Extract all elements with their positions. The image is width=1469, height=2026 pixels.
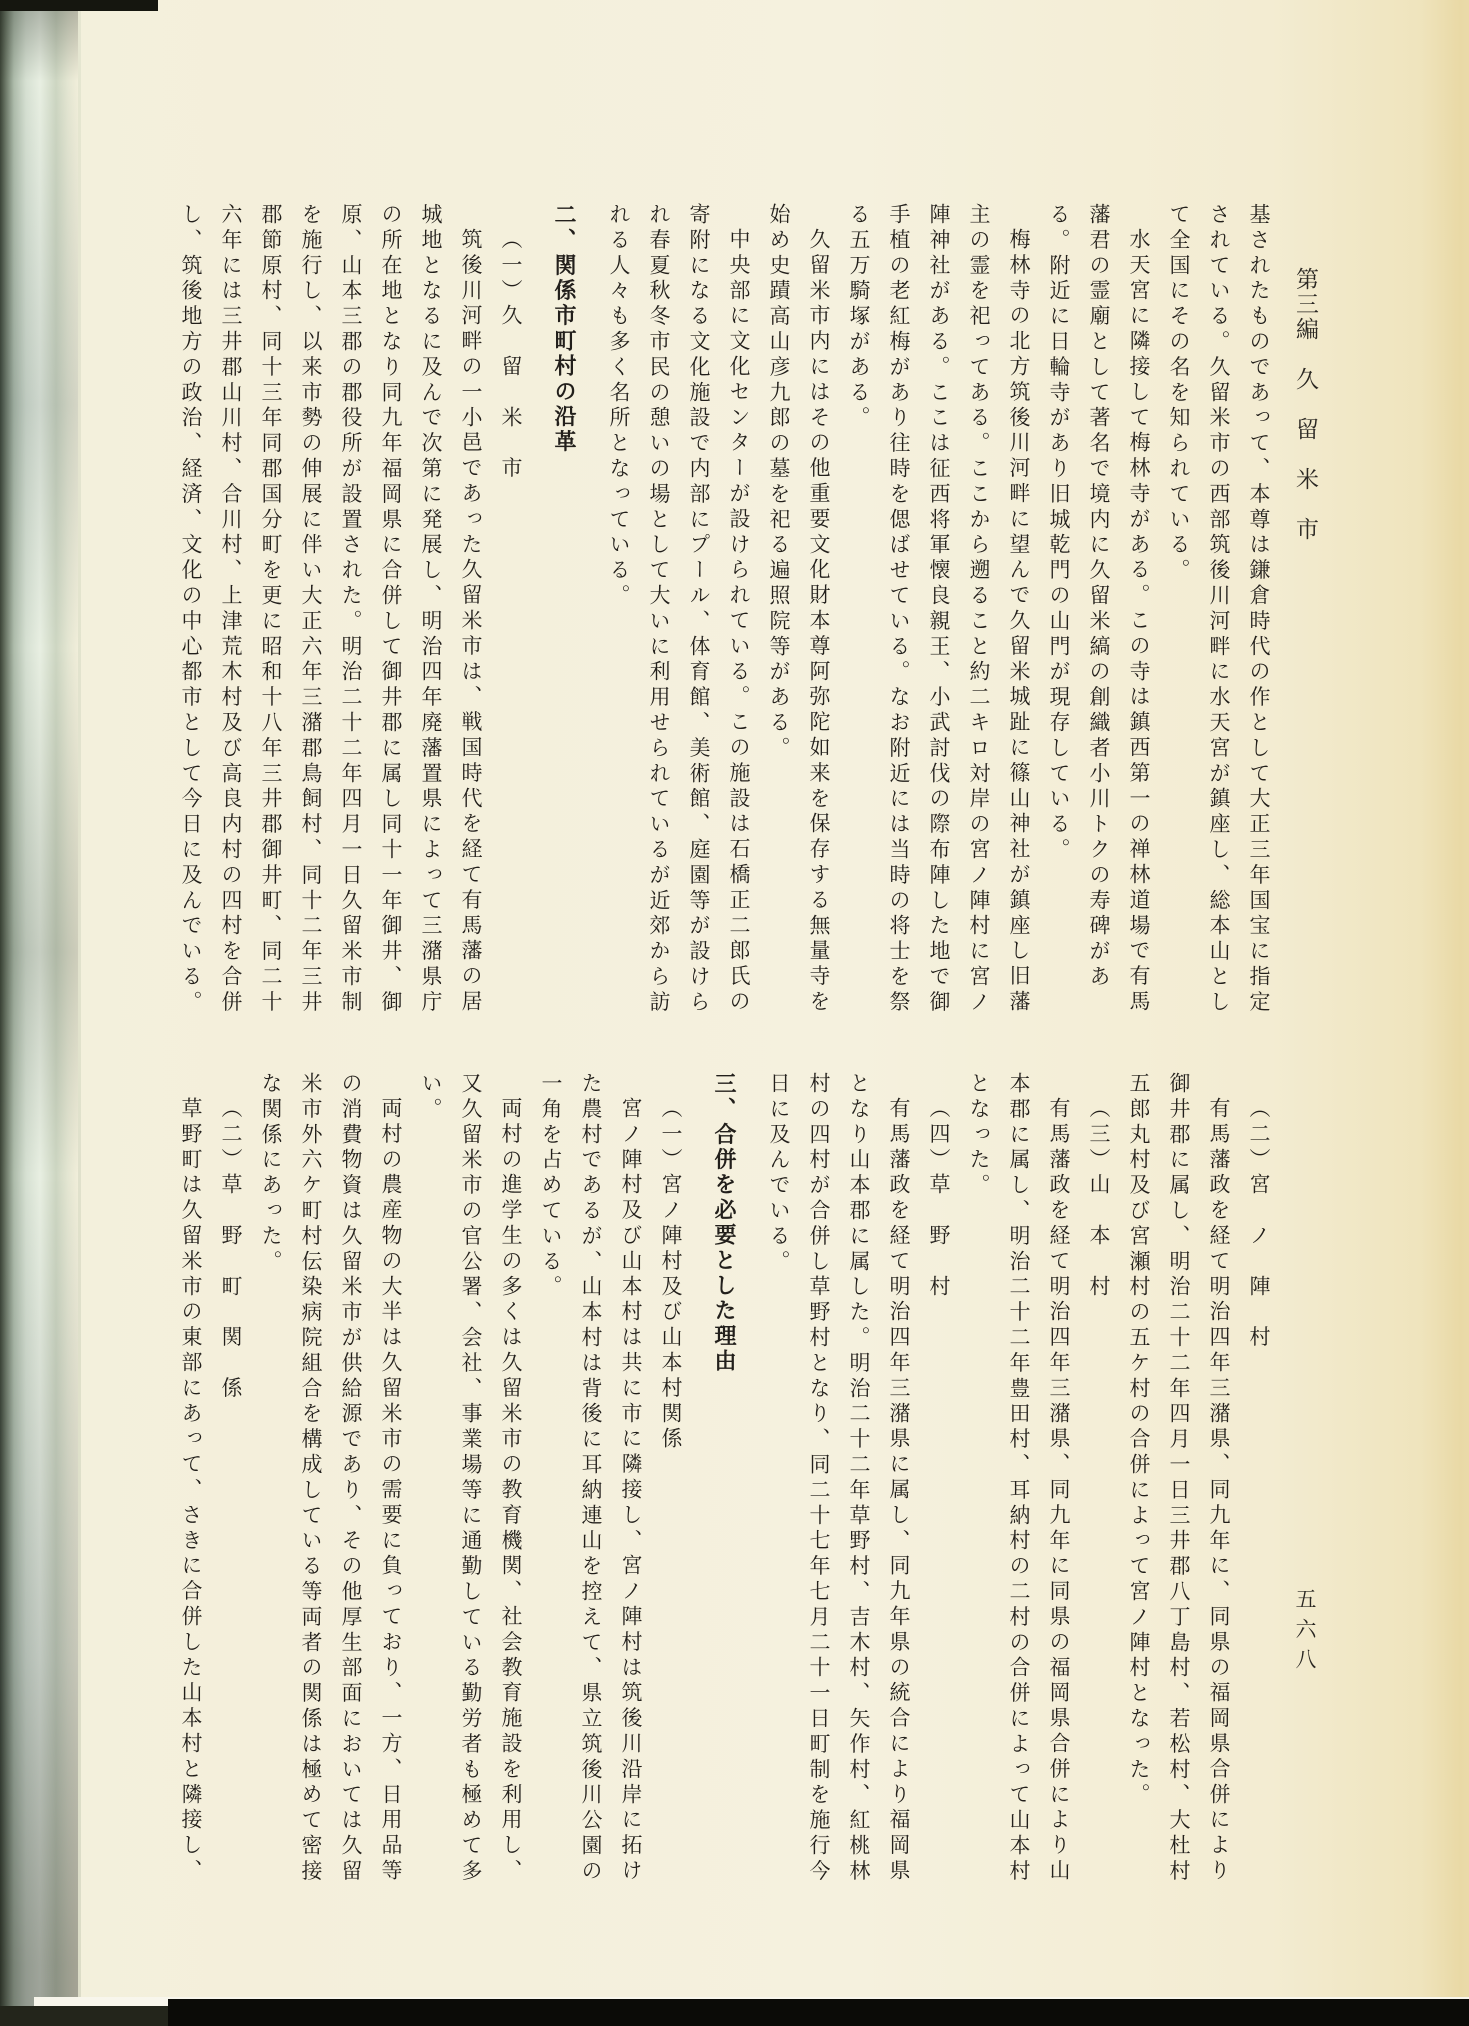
- text-column: 始め史蹟高山彦九郎の墓を祀る遍照院等がある。: [767, 203, 791, 762]
- scan-edge-bottom-left: [0, 2006, 168, 2026]
- text-column: 宮ノ陣村及び山本村は共に市に隣接し、宮ノ陣村は筑後川沿岸に拓け: [619, 1097, 643, 1885]
- text-column: 原、山本三郡の郡役所が設置された。明治二十二年四月一日久留米市制: [339, 203, 363, 1016]
- text-column: 寄附になる文化施設で内部にプール、体育館、美術館、庭園等が設けら: [687, 203, 711, 1016]
- text-column: 一角を占めている。: [539, 1072, 563, 1301]
- text-column: （一）宮ノ陣村及び山本村関係: [659, 1097, 683, 1453]
- text-column: る五万騎塚がある。: [847, 203, 871, 432]
- text-column: 五郎丸村及び宮瀬村の五ケ村の合併によって宮ノ陣村となった。: [1127, 1072, 1151, 1809]
- text-column: の所在地となり同九年福岡県に合併して御井郡に属し同十一年御井、御: [379, 203, 403, 1016]
- text-column: 郡節原村、同十三年同郡国分町を更に昭和十八年三井郡御井町、同二十: [259, 203, 283, 1016]
- text-column: 日に及んでいる。: [767, 1072, 791, 1276]
- text-column: 草野町は久留米市の東部にあって、さきに合併した山本村と隣接し、: [179, 1097, 203, 1885]
- text-column: し、筑後地方の政治、経済、文化の中心都市として今日に及んでいる。: [179, 203, 203, 1016]
- text-column: れる人々も多く名所となっている。: [607, 203, 631, 610]
- text-column: 有馬藩政を経て明治四年三潴県、同九年に同県の福岡県合併により山: [1047, 1097, 1071, 1885]
- text-column: 主の霊を祀ってある。ここから遡ること約二キロ対岸の宮ノ陣村に宮ノ: [967, 203, 991, 1016]
- text-column: 梅林寺の北方筑後川河畔に望んで久留米城趾に篠山神社が鎮座し旧藩: [1007, 228, 1031, 1016]
- text-column: （三）山 本 村: [1087, 1097, 1111, 1301]
- text-column: 本郡に属し、明治二十二年豊田村、耳納村の二村の合併によって山本村: [1007, 1072, 1031, 1885]
- text-column: 二、関係市町村の沿革: [552, 203, 577, 455]
- text-column: 村の四村が合併し草野村となり、同二十七年七月二十一日町制を施行今: [807, 1072, 831, 1885]
- text-column: されている。久留米市の西部筑後川河畔に水天宮が鎮座し、総本山とし: [1207, 203, 1231, 1016]
- binding-gutter-shadow: [0, 0, 78, 2026]
- text-column: 城地となるに及んで次第に発展し、明治四年廃藩置県によって三潴県庁: [419, 203, 443, 1016]
- text-column: （二）草 野 町 関 係: [219, 1097, 243, 1402]
- text-column: となり山本郡に属した。明治二十二年草野村、吉木村、矢作村、紅桃林: [847, 1072, 871, 1885]
- text-column: 有馬藩政を経て明治四年三潴県に属し、同九年県の統合により福岡県: [887, 1097, 911, 1885]
- text-column: 陣神社がある。ここは征西将軍懐良親王、小武討伐の際布陣した地で御: [927, 203, 951, 1016]
- text-column: となった。: [967, 1072, 991, 1199]
- text-column: 基されたものであって、本尊は鎌倉時代の作として大正三年国宝に指定: [1247, 203, 1271, 1016]
- text-column: の消費物資は久留米市が供給源であり、その他厚生部面においては久留: [339, 1072, 363, 1885]
- text-column: 久留米市内にはその他重要文化財本尊阿弥陀如来を保存する無量寺を: [807, 228, 831, 1016]
- text-column: た農村であるが、山本村は背後に耳納連山を控えて、県立筑後川公園の: [579, 1072, 603, 1885]
- text-column: 両村の進学生の多くは久留米市の教育機関、社会教育施設を利用し、: [499, 1097, 523, 1885]
- text-column: 水天宮に隣接して梅林寺がある。この寺は鎮西第一の禅林道場で有馬: [1127, 228, 1151, 1016]
- text-column: （四）草 野 村: [927, 1097, 951, 1301]
- text-column: 三、合併を必要とした理由: [712, 1072, 737, 1375]
- text-column: 両村の農産物の大半は久留米市の需要に負っており、一方、日用品等: [379, 1097, 403, 1885]
- text-column: 六年には三井郡山川村、合川村、上津荒木村及び高良内村の四村を合併: [219, 203, 243, 1016]
- text-column: 中央部に文化センターが設けられている。この施設は石橋正二郎氏の: [727, 228, 751, 1016]
- text-column: 米市外六ケ町村伝染病院組合を構成している等両者の関係は極めて密接: [299, 1072, 323, 1885]
- page-number: 五六八: [1293, 1588, 1317, 1678]
- text-column: な関係にあった。: [259, 1072, 283, 1276]
- top-text-block: [171, 203, 1279, 1021]
- text-column: 御井郡に属し、明治二十二年四月一日三井郡八丁島村、若松村、大杜村: [1167, 1072, 1191, 1885]
- text-column: い。: [419, 1072, 443, 1123]
- text-column: （二）宮 ノ 陣 村: [1247, 1097, 1271, 1351]
- text-column: を施行し、以来市勢の伸展に伴い大正六年三潴郡鳥飼村、同十二年三井: [299, 203, 323, 1016]
- text-column: 又久留米市の官公署、会社、事業場等に通勤している勤労者も極めて多: [459, 1072, 483, 1885]
- scan-edge-top: [0, 0, 158, 11]
- bottom-text-block: [171, 1072, 1279, 1890]
- text-column: （一）久 留 米 市: [499, 228, 523, 482]
- text-column: る。附近に日輪寺があり旧城乾門の山門が現存している。: [1047, 203, 1071, 864]
- text-column: 手植の老紅梅があり往時を偲ばせている。なお附近には当時の将士を祭: [887, 203, 911, 1016]
- text-column: れ春夏秋冬市民の憩いの場として大いに利用せられているが近郊から訪: [647, 203, 671, 1016]
- text-column: 筑後川河畔の一小邑であった久留米市は、戦国時代を経て有馬藩の居: [459, 228, 483, 1016]
- text-column: 有馬藩政を経て明治四年三潴県、同九年に、同県の福岡県合併により: [1207, 1097, 1231, 1885]
- text-column: て全国にその名を知られている。: [1167, 203, 1191, 584]
- scan-edge-bottom: [168, 1999, 1469, 2026]
- text-column: 藩君の霊廟として著名で境内に久留米縞の創織者小川トクの寿碑があ: [1087, 203, 1111, 991]
- page-crease: [78, 0, 81, 2000]
- chapter-header: 第三編 久 留 米 市: [1293, 267, 1318, 542]
